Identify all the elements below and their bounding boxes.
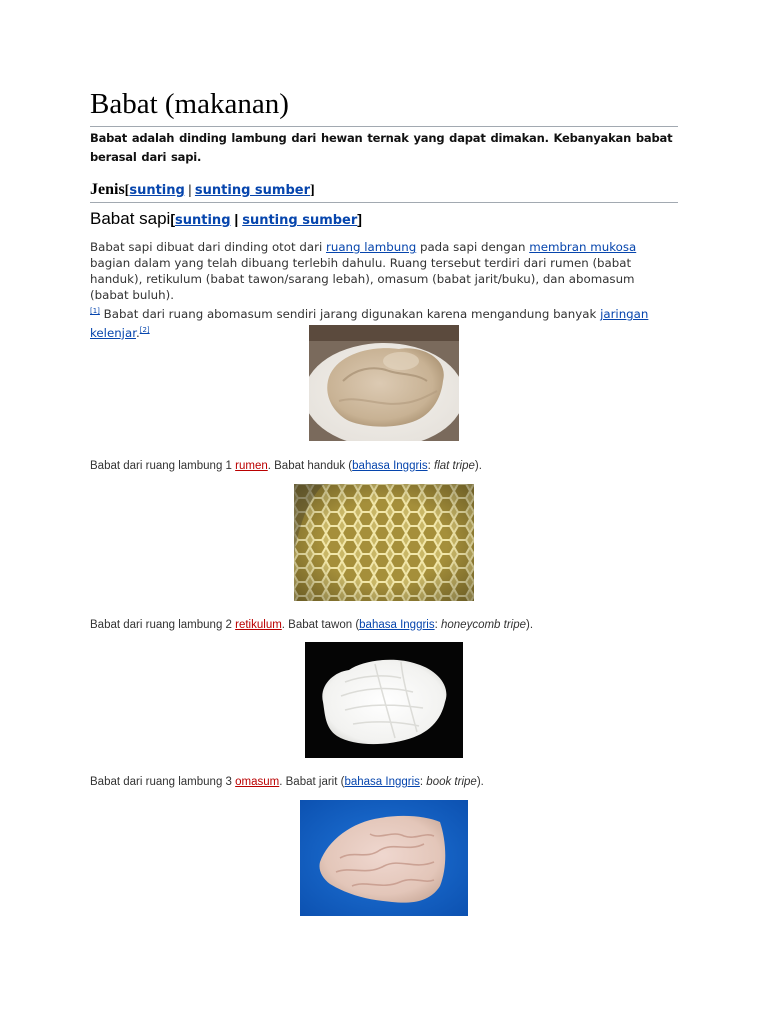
edit-source-link[interactable]: sunting sumber bbox=[242, 213, 358, 228]
caption-rumen: Babat dari ruang lambung 1 rumen. Babat handuk (bahasa Inggris: flat tripe). bbox=[90, 460, 482, 472]
edit-separator: | bbox=[230, 211, 243, 227]
edit-separator: | bbox=[184, 183, 195, 198]
section-edit-links bbox=[125, 183, 315, 198]
bracket-close: ] bbox=[357, 211, 362, 227]
caption-omasum: Babat dari ruang lambung 3 omasum. Babat jarit (bahasa Inggris: book tripe). bbox=[90, 776, 484, 788]
link-omasum[interactable]: omasum bbox=[235, 776, 280, 788]
section-heading-text: Jenis bbox=[90, 181, 125, 198]
flat-tripe-image[interactable] bbox=[309, 325, 459, 441]
reference-1[interactable]: [1] bbox=[90, 307, 100, 315]
edit-link[interactable]: sunting bbox=[129, 183, 185, 198]
section-divider bbox=[90, 202, 678, 203]
link-bahasa-inggris[interactable]: bahasa Inggris bbox=[352, 460, 428, 472]
bracket-close: ] bbox=[310, 183, 315, 198]
bracket-open: [ bbox=[170, 211, 176, 227]
link-membran-mukosa[interactable]: membran mukosa bbox=[529, 240, 637, 254]
body-paragraph: Babat sapi dibuat dari dinding otot dari ruang lambung pada sapi dengan membran mukosa bagian dalam yang telah dibuang terlebih dahulu. Ruang tersebut terdiri dari rumen (babat handuk), retikulum (babat tawon/sarang lebah), omasum (babat jarit/buku), dan abomasum (babat buluh). [1] Babat dari ruang abomasum sendiri jarang digunakan karena mengandung banyak jaringan kelenjar.[2] bbox=[90, 240, 649, 340]
title-divider bbox=[90, 126, 678, 127]
reference-2[interactable]: [2] bbox=[139, 325, 150, 334]
link-jaringan[interactable]: jaringan bbox=[600, 306, 649, 321]
bracket-open: [ bbox=[124, 183, 130, 198]
flat-tripe-illustration bbox=[309, 325, 459, 441]
caption-retikulum: Babat dari ruang lambung 2 retikulum. Babat tawon (bahasa Inggris: honeycomb tripe). bbox=[90, 619, 534, 631]
subsection-heading-babat-sapi bbox=[90, 209, 362, 229]
edit-link[interactable]: sunting bbox=[175, 213, 231, 228]
link-bahasa-inggris[interactable]: bahasa Inggris bbox=[344, 776, 420, 788]
abomasum-tripe-illustration bbox=[300, 800, 468, 916]
page-title: Babat (makanan) bbox=[90, 88, 289, 120]
book-tripe-illustration bbox=[305, 642, 463, 758]
edit-source-link[interactable]: sunting sumber bbox=[194, 183, 310, 198]
section-heading-jenis bbox=[90, 181, 315, 199]
link-rumen[interactable]: rumen bbox=[235, 460, 268, 472]
link-bahasa-inggris[interactable]: bahasa Inggris bbox=[359, 619, 435, 631]
honeycomb-tripe-illustration bbox=[294, 484, 474, 601]
subsection-heading-text: Babat sapi bbox=[90, 209, 171, 228]
book-tripe-image[interactable] bbox=[305, 642, 463, 758]
abomasum-tripe-image[interactable] bbox=[300, 800, 468, 916]
link-kelenjar[interactable]: kelenjar bbox=[90, 325, 136, 340]
lead-paragraph: Babat adalah dinding lambung dari hewan ternak yang dapat dimakan. Kebanyakan babat berasal dari sapi. bbox=[90, 131, 673, 164]
subsection-edit-links bbox=[170, 211, 362, 227]
link-ruang-lambung[interactable]: ruang lambung bbox=[326, 240, 417, 254]
honeycomb-tripe-image[interactable] bbox=[294, 484, 474, 601]
link-retikulum[interactable]: retikulum bbox=[235, 619, 282, 631]
